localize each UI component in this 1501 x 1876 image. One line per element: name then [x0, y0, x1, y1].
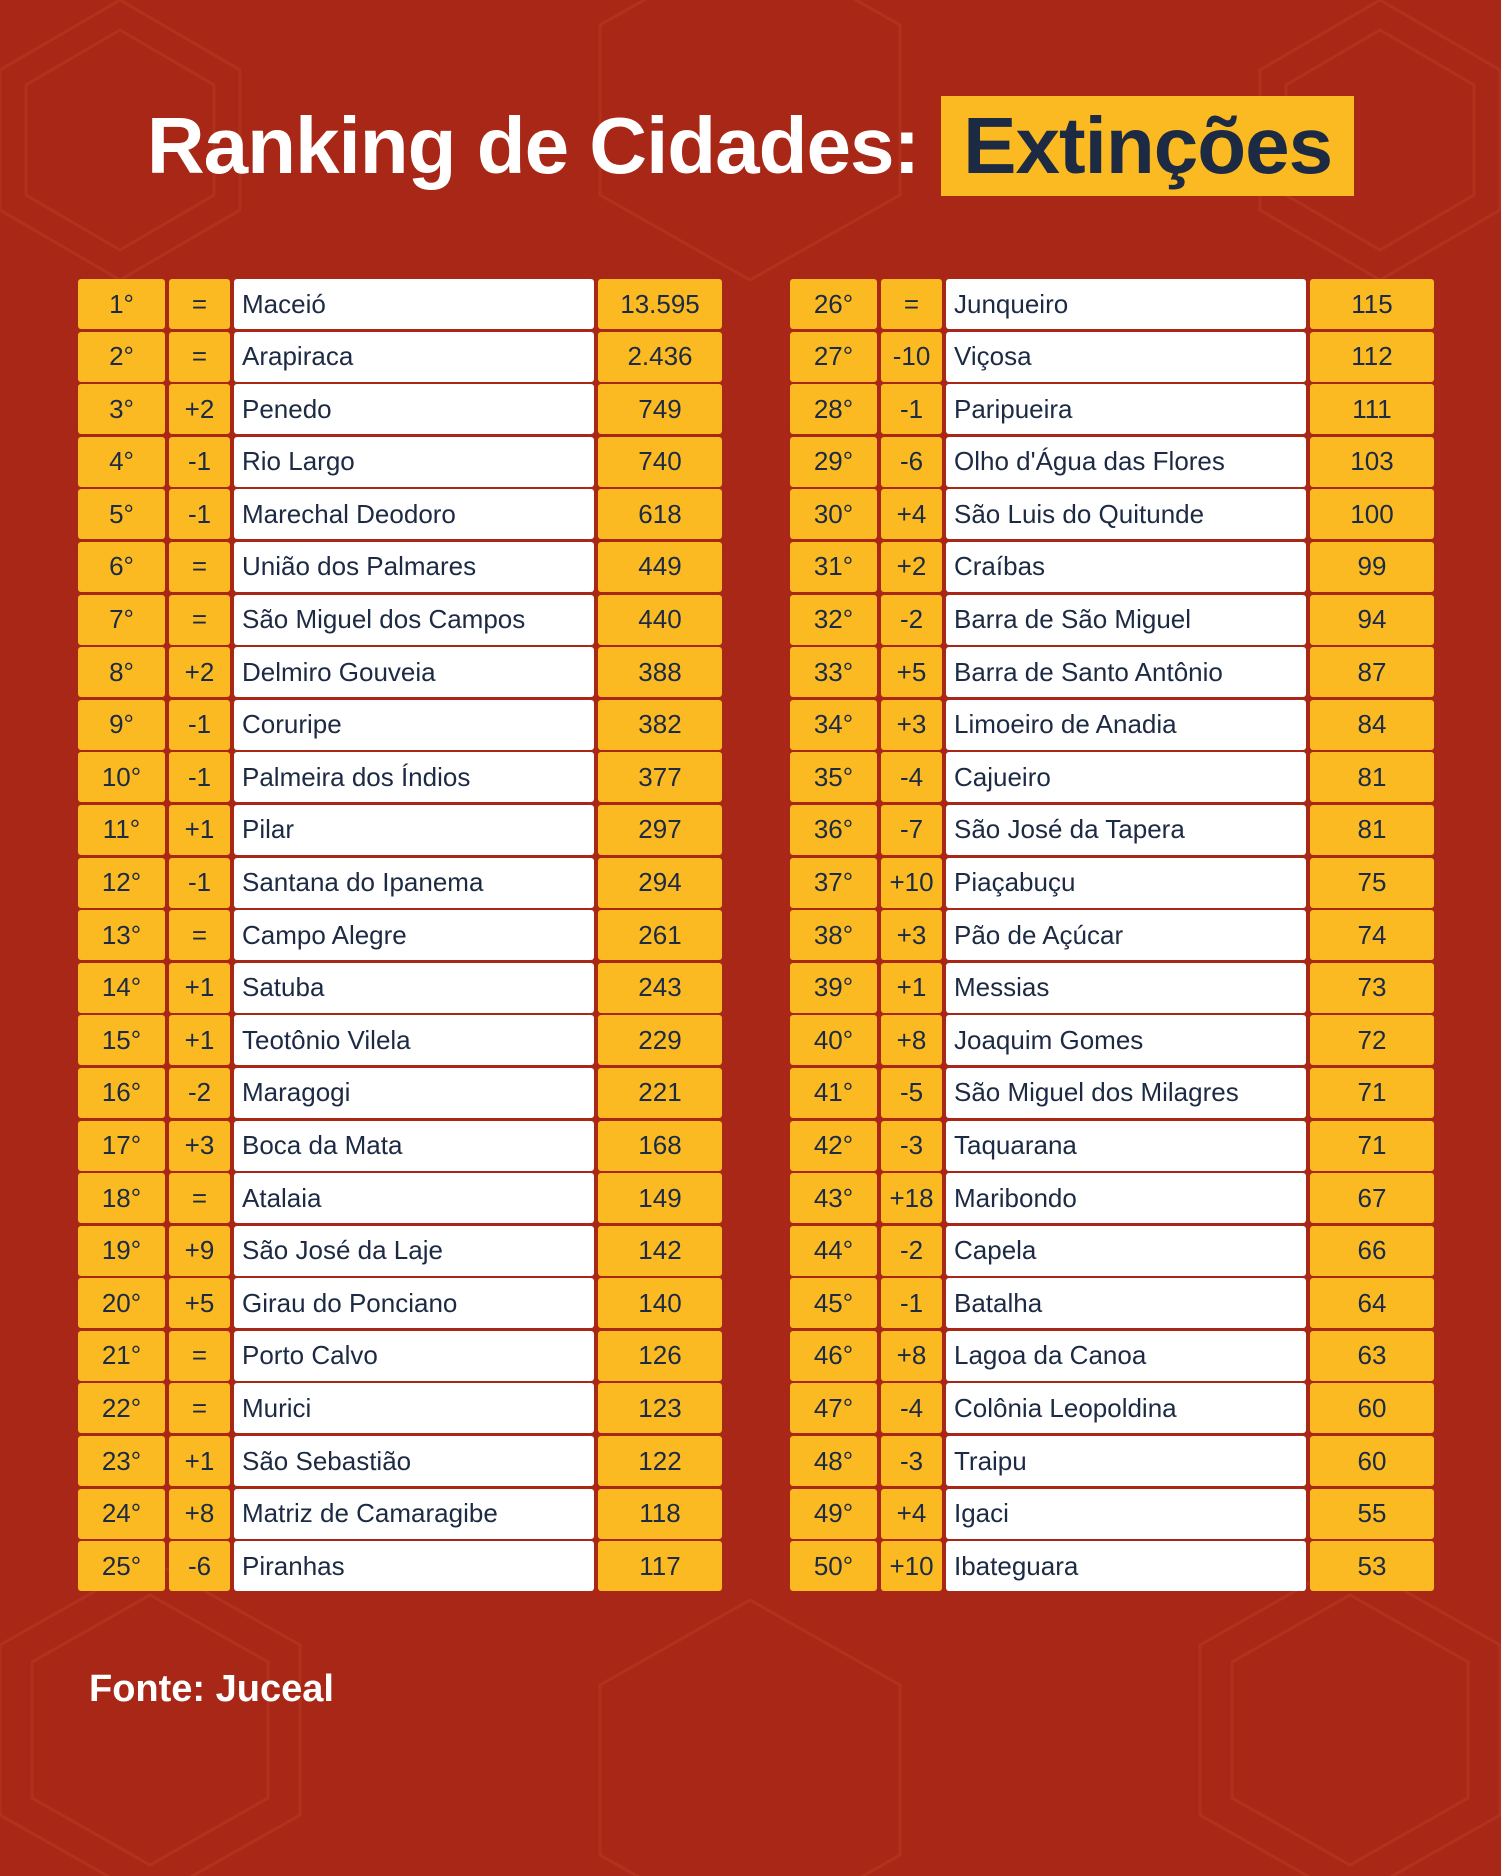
change-cell: +5 [881, 647, 942, 697]
change-cell: -10 [881, 332, 942, 382]
value-cell: 243 [598, 963, 722, 1013]
city-cell: Joaquim Gomes [946, 1015, 1306, 1065]
table-row [790, 1121, 1434, 1171]
value-cell: 126 [598, 1331, 722, 1381]
city-cell: Teotônio Vilela [234, 1015, 594, 1065]
value-cell: 118 [598, 1489, 722, 1539]
table-row [790, 489, 1434, 539]
rank-cell: 40° [790, 1015, 877, 1065]
rank-cell: 12° [78, 858, 165, 908]
rank-cell: 35° [790, 752, 877, 802]
change-cell: +4 [881, 1489, 942, 1539]
table-row [78, 647, 722, 697]
value-cell: 123 [598, 1383, 722, 1433]
city-cell: União dos Palmares [234, 542, 594, 592]
table-row [790, 1015, 1434, 1065]
city-cell: São Miguel dos Campos [234, 595, 594, 645]
rank-cell: 4° [78, 437, 165, 487]
table-row [790, 910, 1434, 960]
rank-cell: 47° [790, 1383, 877, 1433]
change-cell: +4 [881, 489, 942, 539]
change-cell: = [169, 1331, 230, 1381]
table-row [78, 858, 722, 908]
table-row [78, 700, 722, 750]
value-cell: 142 [598, 1226, 722, 1276]
rank-cell: 20° [78, 1278, 165, 1328]
value-cell: 87 [1310, 647, 1434, 697]
city-cell: Cajueiro [946, 752, 1306, 802]
table-row [78, 1015, 722, 1065]
table-row [790, 858, 1434, 908]
table-row [78, 489, 722, 539]
rank-cell: 9° [78, 700, 165, 750]
change-cell: +1 [881, 963, 942, 1013]
change-cell: = [169, 279, 230, 329]
rank-cell: 30° [790, 489, 877, 539]
title-main: Ranking de Cidades: [146, 101, 920, 190]
table-row [78, 1331, 722, 1381]
value-cell: 297 [598, 805, 722, 855]
table-row [790, 1278, 1434, 1328]
rank-cell: 39° [790, 963, 877, 1013]
rank-cell: 28° [790, 384, 877, 434]
city-cell: Maceió [234, 279, 594, 329]
value-cell: 100 [1310, 489, 1434, 539]
value-cell: 440 [598, 595, 722, 645]
value-cell: 71 [1310, 1068, 1434, 1118]
change-cell: -1 [169, 437, 230, 487]
city-cell: Murici [234, 1383, 594, 1433]
city-cell: Piaçabuçu [946, 858, 1306, 908]
value-cell: 67 [1310, 1173, 1434, 1223]
change-cell: -1 [169, 858, 230, 908]
value-cell: 81 [1310, 752, 1434, 802]
value-cell: 229 [598, 1015, 722, 1065]
table-row [790, 1489, 1434, 1539]
city-cell: Igaci [946, 1489, 1306, 1539]
city-cell: São José da Tapera [946, 805, 1306, 855]
table-row [790, 1068, 1434, 1118]
change-cell: -4 [881, 1383, 942, 1433]
change-cell: -1 [881, 1278, 942, 1328]
city-cell: Barra de Santo Antônio [946, 647, 1306, 697]
change-cell: +3 [881, 700, 942, 750]
table-row [790, 1383, 1434, 1433]
table-row [78, 910, 722, 960]
rank-cell: 43° [790, 1173, 877, 1223]
table-row [78, 1068, 722, 1118]
city-cell: Maragogi [234, 1068, 594, 1118]
change-cell: -2 [169, 1068, 230, 1118]
rank-cell: 42° [790, 1121, 877, 1171]
rank-cell: 32° [790, 595, 877, 645]
rank-cell: 46° [790, 1331, 877, 1381]
rank-cell: 15° [78, 1015, 165, 1065]
city-cell: Pão de Açúcar [946, 910, 1306, 960]
city-cell: Penedo [234, 384, 594, 434]
value-cell: 749 [598, 384, 722, 434]
rank-cell: 49° [790, 1489, 877, 1539]
table-row [78, 384, 722, 434]
change-cell: -2 [881, 595, 942, 645]
change-cell: -2 [881, 1226, 942, 1276]
change-cell: +1 [169, 963, 230, 1013]
change-cell: +1 [169, 1015, 230, 1065]
city-cell: Satuba [234, 963, 594, 1013]
value-cell: 81 [1310, 805, 1434, 855]
rank-cell: 50° [790, 1541, 877, 1591]
city-cell: Craíbas [946, 542, 1306, 592]
rank-cell: 13° [78, 910, 165, 960]
city-cell: Palmeira dos Índios [234, 752, 594, 802]
rank-cell: 24° [78, 1489, 165, 1539]
change-cell: -3 [881, 1436, 942, 1486]
city-cell: Viçosa [946, 332, 1306, 382]
value-cell: 294 [598, 858, 722, 908]
city-cell: Rio Largo [234, 437, 594, 487]
change-cell: +5 [169, 1278, 230, 1328]
title-highlight: Extinções [941, 96, 1354, 196]
table-row [78, 1173, 722, 1223]
table-row [78, 805, 722, 855]
city-cell: Piranhas [234, 1541, 594, 1591]
value-cell: 94 [1310, 595, 1434, 645]
ranking-table-left [78, 279, 722, 1594]
rank-cell: 10° [78, 752, 165, 802]
city-cell: Messias [946, 963, 1306, 1013]
table-row [790, 332, 1434, 382]
change-cell: = [169, 910, 230, 960]
city-cell: Porto Calvo [234, 1331, 594, 1381]
city-cell: Marechal Deodoro [234, 489, 594, 539]
rank-cell: 19° [78, 1226, 165, 1276]
change-cell: +3 [169, 1121, 230, 1171]
city-cell: Maribondo [946, 1173, 1306, 1223]
city-cell: Girau do Ponciano [234, 1278, 594, 1328]
change-cell: +18 [881, 1173, 942, 1223]
rank-cell: 36° [790, 805, 877, 855]
table-row [78, 595, 722, 645]
value-cell: 388 [598, 647, 722, 697]
city-cell: Delmiro Gouveia [234, 647, 594, 697]
table-row [790, 963, 1434, 1013]
table-row [78, 1383, 722, 1433]
table-row [790, 279, 1434, 329]
change-cell: -6 [169, 1541, 230, 1591]
page-title [0, 96, 1501, 196]
rank-cell: 38° [790, 910, 877, 960]
table-row [78, 1541, 722, 1591]
rank-cell: 5° [78, 489, 165, 539]
change-cell: = [169, 595, 230, 645]
city-cell: Atalaia [234, 1173, 594, 1223]
value-cell: 382 [598, 700, 722, 750]
table-row [790, 437, 1434, 487]
city-cell: Taquarana [946, 1121, 1306, 1171]
rank-cell: 22° [78, 1383, 165, 1433]
source-note: Fonte: Juceal [89, 1668, 334, 1710]
rank-cell: 18° [78, 1173, 165, 1223]
rank-cell: 14° [78, 963, 165, 1013]
change-cell: = [169, 1173, 230, 1223]
rank-cell: 37° [790, 858, 877, 908]
change-cell: +8 [881, 1015, 942, 1065]
value-cell: 66 [1310, 1226, 1434, 1276]
city-cell: Coruripe [234, 700, 594, 750]
value-cell: 122 [598, 1436, 722, 1486]
city-cell: Ibateguara [946, 1541, 1306, 1591]
change-cell: +10 [881, 1541, 942, 1591]
change-cell: +3 [881, 910, 942, 960]
change-cell: = [169, 542, 230, 592]
rank-cell: 7° [78, 595, 165, 645]
city-cell: Junqueiro [946, 279, 1306, 329]
value-cell: 618 [598, 489, 722, 539]
rank-cell: 25° [78, 1541, 165, 1591]
value-cell: 75 [1310, 858, 1434, 908]
change-cell: -1 [881, 384, 942, 434]
change-cell: +2 [881, 542, 942, 592]
value-cell: 60 [1310, 1383, 1434, 1433]
change-cell: +1 [169, 805, 230, 855]
value-cell: 84 [1310, 700, 1434, 750]
table-row [790, 805, 1434, 855]
table-row [790, 542, 1434, 592]
rank-cell: 16° [78, 1068, 165, 1118]
rank-cell: 27° [790, 332, 877, 382]
table-row [78, 279, 722, 329]
rank-cell: 23° [78, 1436, 165, 1486]
table-row [790, 752, 1434, 802]
table-row [78, 1489, 722, 1539]
table-row [790, 1226, 1434, 1276]
table-row [78, 542, 722, 592]
value-cell: 140 [598, 1278, 722, 1328]
table-row [790, 1331, 1434, 1381]
change-cell: -3 [881, 1121, 942, 1171]
change-cell: = [169, 332, 230, 382]
table-row [78, 1436, 722, 1486]
rank-cell: 44° [790, 1226, 877, 1276]
rank-cell: 8° [78, 647, 165, 697]
table-row [78, 1121, 722, 1171]
city-cell: São Luis do Quitunde [946, 489, 1306, 539]
value-cell: 60 [1310, 1436, 1434, 1486]
change-cell: -4 [881, 752, 942, 802]
change-cell: +1 [169, 1436, 230, 1486]
city-cell: São Sebastião [234, 1436, 594, 1486]
table-row [78, 752, 722, 802]
table-row [78, 1278, 722, 1328]
city-cell: Paripueira [946, 384, 1306, 434]
value-cell: 71 [1310, 1121, 1434, 1171]
value-cell: 53 [1310, 1541, 1434, 1591]
rank-cell: 2° [78, 332, 165, 382]
change-cell: -1 [169, 752, 230, 802]
change-cell: +2 [169, 647, 230, 697]
rank-cell: 48° [790, 1436, 877, 1486]
city-cell: Limoeiro de Anadia [946, 700, 1306, 750]
value-cell: 103 [1310, 437, 1434, 487]
table-row [790, 647, 1434, 697]
change-cell: -5 [881, 1068, 942, 1118]
value-cell: 63 [1310, 1331, 1434, 1381]
table-row [790, 1541, 1434, 1591]
rank-cell: 11° [78, 805, 165, 855]
city-cell: Arapiraca [234, 332, 594, 382]
city-cell: Colônia Leopoldina [946, 1383, 1306, 1433]
rank-cell: 31° [790, 542, 877, 592]
value-cell: 261 [598, 910, 722, 960]
table-row [78, 1226, 722, 1276]
value-cell: 168 [598, 1121, 722, 1171]
rank-cell: 45° [790, 1278, 877, 1328]
table-row [790, 700, 1434, 750]
city-cell: Batalha [946, 1278, 1306, 1328]
table-row [78, 437, 722, 487]
table-row [78, 963, 722, 1013]
change-cell: +9 [169, 1226, 230, 1276]
value-cell: 74 [1310, 910, 1434, 960]
rank-cell: 17° [78, 1121, 165, 1171]
city-cell: Traipu [946, 1436, 1306, 1486]
ranking-table-right [790, 279, 1434, 1594]
change-cell: -1 [169, 700, 230, 750]
table-row [78, 332, 722, 382]
table-row [790, 1173, 1434, 1223]
change-cell: +2 [169, 384, 230, 434]
city-cell: Matriz de Camaragibe [234, 1489, 594, 1539]
change-cell: -1 [169, 489, 230, 539]
value-cell: 221 [598, 1068, 722, 1118]
table-row [790, 384, 1434, 434]
rank-cell: 34° [790, 700, 877, 750]
rank-cell: 21° [78, 1331, 165, 1381]
change-cell: = [881, 279, 942, 329]
city-cell: Barra de São Miguel [946, 595, 1306, 645]
rank-cell: 41° [790, 1068, 877, 1118]
value-cell: 112 [1310, 332, 1434, 382]
value-cell: 99 [1310, 542, 1434, 592]
change-cell: -6 [881, 437, 942, 487]
value-cell: 2.436 [598, 332, 722, 382]
value-cell: 449 [598, 542, 722, 592]
change-cell: +8 [881, 1331, 942, 1381]
rank-cell: 33° [790, 647, 877, 697]
city-cell: São José da Laje [234, 1226, 594, 1276]
rank-cell: 3° [78, 384, 165, 434]
change-cell: +8 [169, 1489, 230, 1539]
value-cell: 115 [1310, 279, 1434, 329]
value-cell: 111 [1310, 384, 1434, 434]
value-cell: 117 [598, 1541, 722, 1591]
rank-cell: 29° [790, 437, 877, 487]
value-cell: 72 [1310, 1015, 1434, 1065]
city-cell: Pilar [234, 805, 594, 855]
value-cell: 13.595 [598, 279, 722, 329]
rank-cell: 26° [790, 279, 877, 329]
rank-cell: 6° [78, 542, 165, 592]
value-cell: 55 [1310, 1489, 1434, 1539]
city-cell: Boca da Mata [234, 1121, 594, 1171]
city-cell: Olho d'Água das Flores [946, 437, 1306, 487]
table-row [790, 1436, 1434, 1486]
table-row [790, 595, 1434, 645]
change-cell: +10 [881, 858, 942, 908]
city-cell: Campo Alegre [234, 910, 594, 960]
rank-cell: 1° [78, 279, 165, 329]
value-cell: 377 [598, 752, 722, 802]
value-cell: 64 [1310, 1278, 1434, 1328]
value-cell: 740 [598, 437, 722, 487]
city-cell: Lagoa da Canoa [946, 1331, 1306, 1381]
value-cell: 73 [1310, 963, 1434, 1013]
city-cell: Capela [946, 1226, 1306, 1276]
city-cell: São Miguel dos Milagres [946, 1068, 1306, 1118]
change-cell: -7 [881, 805, 942, 855]
value-cell: 149 [598, 1173, 722, 1223]
city-cell: Santana do Ipanema [234, 858, 594, 908]
change-cell: = [169, 1383, 230, 1433]
